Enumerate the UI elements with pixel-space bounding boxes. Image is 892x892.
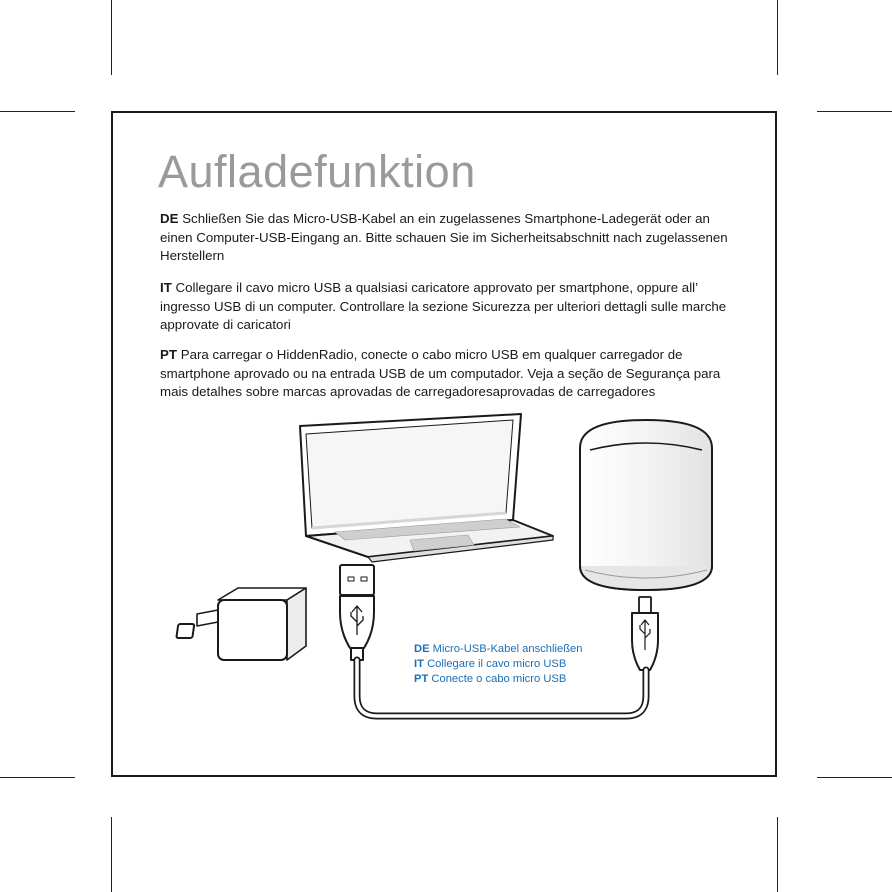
speaker-icon bbox=[580, 420, 712, 590]
lang-tag-de: DE bbox=[160, 211, 179, 226]
caption-lang-de: DE bbox=[414, 643, 430, 655]
lang-tag-pt: PT bbox=[160, 347, 177, 362]
caption-de bbox=[414, 642, 583, 657]
instruction-text-it: Collegare il cavo micro USB a qualsiasi caricatore approvato per smartphone, oppure all’ ingresso USB di un computer. Controllare la sezione Sicurezza per ulteriori dettagli sulle marche approvate di caricatori bbox=[160, 280, 727, 332]
caption-lang-it: IT bbox=[414, 658, 424, 670]
cable-caption bbox=[414, 642, 583, 687]
instruction-text-de: Schließen Sie das Micro-USB-Kabel an ein zugelassenes Smartphone-Ladegerät oder an einen Computer-USB-Eingang an. Bitte schauen Sie im Sicherheitsabschnitt nach zugelassenen Herstellern bbox=[160, 211, 728, 263]
caption-lang-pt: PT bbox=[414, 673, 429, 685]
laptop-icon bbox=[300, 414, 553, 562]
micro-usb-plug-icon bbox=[632, 597, 658, 670]
wall-charger-icon bbox=[176, 588, 306, 660]
page-title: Aufladefunktion bbox=[158, 146, 476, 197]
caption-text-pt: Conecte o cabo micro USB bbox=[431, 673, 567, 685]
lang-tag-it: IT bbox=[160, 280, 172, 295]
caption-text-it: Collegare il cavo micro USB bbox=[427, 658, 567, 670]
caption-text-de: Micro-USB-Kabel anschließen bbox=[432, 643, 583, 655]
caption-it bbox=[414, 657, 583, 672]
caption-pt bbox=[414, 672, 583, 687]
usb-a-plug-icon bbox=[340, 565, 374, 660]
instruction-text-pt: Para carregar o HiddenRadio, conecte o cabo micro USB em qualquer carregador de smartphone aprovado ou na entrada USB de um computador. Veja a seção de Segurança para mais detalhes sobre marcas aprovadas de carregadoresaprovadas de carregadores bbox=[160, 347, 721, 399]
